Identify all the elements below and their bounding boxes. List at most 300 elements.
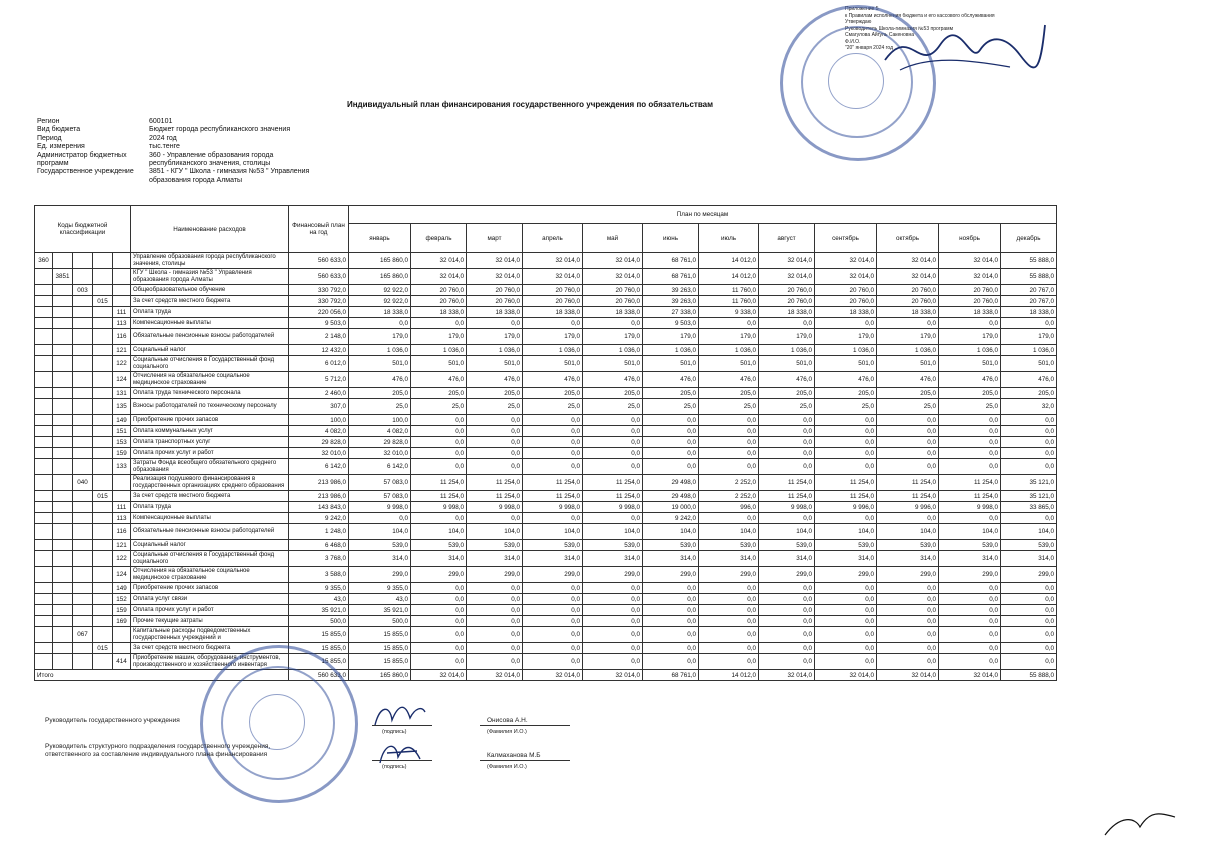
month-value-cell: 20 760,0	[467, 285, 523, 296]
month-value-cell: 0,0	[1001, 594, 1057, 605]
month-value-cell: 179,0	[467, 329, 523, 345]
month-value-cell: 0,0	[1001, 318, 1057, 329]
annual-total-cell: 1 248,0	[289, 524, 349, 540]
month-value-cell: 501,0	[349, 356, 411, 372]
month-value-cell: 996,0	[699, 502, 759, 513]
month-value-cell: 25,0	[699, 399, 759, 415]
month-value-cell: 314,0	[643, 551, 699, 567]
totals-month-cell: 68 761,0	[643, 670, 699, 681]
header-month: февраль	[411, 224, 467, 253]
month-value-cell: 2 252,0	[699, 475, 759, 491]
code-cell	[73, 356, 93, 372]
expense-name-cell: За счет средств местного бюджета	[131, 296, 289, 307]
month-value-cell: 0,0	[815, 616, 877, 627]
month-value-cell: 0,0	[583, 643, 643, 654]
code-cell	[73, 269, 93, 285]
resp-name-line	[480, 760, 570, 761]
month-value-cell: 9 998,0	[523, 502, 583, 513]
info-row	[37, 135, 329, 143]
month-value-cell: 11 254,0	[939, 475, 1001, 491]
table-row	[35, 513, 1057, 524]
official-stamp-bottom	[200, 645, 358, 803]
code-cell	[93, 654, 113, 670]
month-value-cell: 0,0	[759, 448, 815, 459]
month-value-cell: 314,0	[349, 551, 411, 567]
code-cell	[73, 318, 93, 329]
month-value-cell: 25,0	[643, 399, 699, 415]
month-value-cell: 0,0	[1001, 643, 1057, 654]
annual-total-cell: 3 588,0	[289, 567, 349, 583]
annual-total-cell: 560 633,0	[289, 269, 349, 285]
month-value-cell: 314,0	[759, 551, 815, 567]
info-block	[37, 118, 329, 185]
code-cell	[35, 627, 53, 643]
month-value-cell: 0,0	[643, 459, 699, 475]
totals-month-cell: 32 014,0	[583, 670, 643, 681]
totals-month-cell: 55 888,0	[1001, 670, 1057, 681]
month-value-cell: 18 338,0	[411, 307, 467, 318]
month-value-cell: 104,0	[1001, 524, 1057, 540]
month-value-cell: 20 760,0	[877, 296, 939, 307]
table-row	[35, 567, 1057, 583]
code-cell	[35, 426, 53, 437]
month-value-cell: 18 338,0	[939, 307, 1001, 318]
month-value-cell: 0,0	[759, 616, 815, 627]
totals-month-cell: 32 014,0	[939, 670, 1001, 681]
month-value-cell: 0,0	[877, 594, 939, 605]
code-cell	[35, 345, 53, 356]
code-cell	[35, 388, 53, 399]
month-value-cell: 539,0	[523, 540, 583, 551]
month-value-cell: 11 254,0	[467, 491, 523, 502]
info-value: 2024 год	[149, 134, 177, 142]
month-value-cell: 32 014,0	[583, 269, 643, 285]
month-value-cell: 0,0	[349, 318, 411, 329]
table-row	[35, 307, 1057, 318]
month-value-cell: 205,0	[877, 388, 939, 399]
month-value-cell: 0,0	[939, 459, 1001, 475]
month-value-cell: 0,0	[583, 448, 643, 459]
month-value-cell: 9 998,0	[349, 502, 411, 513]
month-value-cell: 104,0	[643, 524, 699, 540]
month-value-cell: 0,0	[877, 448, 939, 459]
month-value-cell: 0,0	[523, 415, 583, 426]
table-row	[35, 594, 1057, 605]
table-row	[35, 643, 1057, 654]
code-cell	[53, 475, 73, 491]
month-value-cell: 55 888,0	[1001, 269, 1057, 285]
table-row	[35, 269, 1057, 285]
code-cell	[93, 345, 113, 356]
table-row	[35, 524, 1057, 540]
month-value-cell: 501,0	[877, 356, 939, 372]
month-value-cell: 32 014,0	[467, 253, 523, 269]
month-value-cell: 314,0	[467, 551, 523, 567]
month-value-cell: 0,0	[877, 437, 939, 448]
corner-signature	[1100, 805, 1180, 840]
info-value: тыс.тенге	[149, 143, 180, 151]
code-cell	[73, 616, 93, 627]
info-value: 360 - Управление образования города республиканского значения, столицы	[149, 151, 274, 168]
month-value-cell: 20 760,0	[411, 296, 467, 307]
header-months-group: План по месяцам	[349, 206, 1057, 224]
month-value-cell: 0,0	[1001, 513, 1057, 524]
month-value-cell: 539,0	[759, 540, 815, 551]
month-value-cell: 0,0	[877, 616, 939, 627]
month-value-cell: 27 338,0	[643, 307, 699, 318]
code-cell	[73, 437, 93, 448]
annual-total-cell: 213 986,0	[289, 491, 349, 502]
month-value-cell: 0,0	[1001, 627, 1057, 643]
month-value-cell: 539,0	[583, 540, 643, 551]
code-cell	[73, 551, 93, 567]
month-value-cell: 0,0	[877, 583, 939, 594]
month-value-cell: 32 014,0	[759, 269, 815, 285]
code-cell	[93, 318, 113, 329]
month-value-cell: 0,0	[939, 643, 1001, 654]
month-value-cell: 501,0	[583, 356, 643, 372]
code-cell: 111	[113, 502, 131, 513]
code-cell	[53, 551, 73, 567]
expense-name-cell: Оплата труда	[131, 307, 289, 318]
month-value-cell: 0,0	[583, 616, 643, 627]
code-cell: 3851	[53, 269, 73, 285]
expense-name-cell: Оплата прочих услуг и работ	[131, 605, 289, 616]
month-value-cell: 57 083,0	[349, 475, 411, 491]
month-value-cell: 314,0	[583, 551, 643, 567]
month-value-cell: 104,0	[815, 524, 877, 540]
table-row	[35, 318, 1057, 329]
code-cell: 040	[73, 475, 93, 491]
month-value-cell: 0,0	[583, 459, 643, 475]
approval-line: Смагулова Айгуль Сакеновна	[845, 32, 915, 38]
month-value-cell: 0,0	[583, 318, 643, 329]
expense-name-cell: Отчисления на обязательное социальное медицинское страхование	[131, 372, 289, 388]
code-cell	[53, 296, 73, 307]
month-value-cell: 0,0	[699, 654, 759, 670]
code-cell	[53, 540, 73, 551]
month-value-cell: 0,0	[877, 459, 939, 475]
code-cell	[53, 329, 73, 345]
code-cell	[93, 329, 113, 345]
month-value-cell: 11 254,0	[759, 491, 815, 502]
month-value-cell: 0,0	[815, 643, 877, 654]
month-value-cell: 0,0	[877, 513, 939, 524]
info-row	[37, 152, 329, 169]
month-value-cell: 0,0	[523, 318, 583, 329]
month-value-cell: 20 760,0	[583, 285, 643, 296]
month-value-cell: 9 998,0	[939, 502, 1001, 513]
totals-label-cell: Итого	[35, 670, 289, 681]
code-cell: 159	[113, 448, 131, 459]
annual-total-cell: 15 855,0	[289, 643, 349, 654]
month-value-cell: 0,0	[815, 654, 877, 670]
month-value-cell: 25,0	[583, 399, 643, 415]
month-value-cell: 0,0	[643, 448, 699, 459]
month-value-cell: 501,0	[643, 356, 699, 372]
month-value-cell: 205,0	[759, 388, 815, 399]
month-value-cell: 205,0	[939, 388, 1001, 399]
head-signature	[370, 700, 430, 730]
code-cell	[53, 627, 73, 643]
month-value-cell: 0,0	[877, 415, 939, 426]
month-value-cell: 104,0	[411, 524, 467, 540]
code-cell: 113	[113, 513, 131, 524]
code-cell	[53, 524, 73, 540]
code-cell	[73, 583, 93, 594]
code-cell: 015	[93, 296, 113, 307]
month-value-cell: 314,0	[699, 551, 759, 567]
code-cell	[93, 459, 113, 475]
month-value-cell: 1 036,0	[411, 345, 467, 356]
code-cell	[35, 616, 53, 627]
month-value-cell: 0,0	[411, 583, 467, 594]
month-value-cell: 25,0	[467, 399, 523, 415]
month-value-cell: 0,0	[939, 594, 1001, 605]
code-cell	[53, 594, 73, 605]
code-cell	[53, 253, 73, 269]
month-value-cell: 9 503,0	[643, 318, 699, 329]
code-cell	[35, 605, 53, 616]
table-row	[35, 459, 1057, 475]
month-value-cell: 0,0	[1001, 426, 1057, 437]
month-value-cell: 500,0	[349, 616, 411, 627]
month-value-cell: 0,0	[467, 437, 523, 448]
annual-total-cell: 9 355,0	[289, 583, 349, 594]
month-value-cell: 33 865,0	[1001, 502, 1057, 513]
month-value-cell: 0,0	[411, 448, 467, 459]
month-value-cell: 539,0	[467, 540, 523, 551]
expense-name-cell: Оплата транспортных услуг	[131, 437, 289, 448]
month-value-cell: 501,0	[411, 356, 467, 372]
month-value-cell: 11 254,0	[939, 491, 1001, 502]
month-value-cell: 476,0	[699, 372, 759, 388]
month-value-cell: 1 036,0	[467, 345, 523, 356]
header-annual: Финансовый план на год	[289, 206, 349, 253]
month-value-cell: 299,0	[467, 567, 523, 583]
month-value-cell: 539,0	[643, 540, 699, 551]
month-value-cell: 0,0	[759, 459, 815, 475]
month-value-cell: 0,0	[939, 583, 1001, 594]
month-value-cell: 476,0	[583, 372, 643, 388]
table-row	[35, 551, 1057, 567]
header-month: март	[467, 224, 523, 253]
month-value-cell: 179,0	[1001, 329, 1057, 345]
month-value-cell: 0,0	[643, 594, 699, 605]
code-cell	[73, 415, 93, 426]
month-value-cell: 32 014,0	[877, 253, 939, 269]
month-value-cell: 476,0	[467, 372, 523, 388]
table-row	[35, 502, 1057, 513]
info-value: 3851 - КГУ " Школа - гимназия №53 " Управления образования города Алматы	[149, 168, 310, 184]
expense-name-cell: Оплата труда	[131, 502, 289, 513]
month-value-cell: 539,0	[877, 540, 939, 551]
month-value-cell: 104,0	[467, 524, 523, 540]
month-value-cell: 539,0	[815, 540, 877, 551]
month-value-cell: 476,0	[759, 372, 815, 388]
month-value-cell: 0,0	[877, 426, 939, 437]
month-value-cell: 0,0	[759, 627, 815, 643]
month-value-cell: 0,0	[523, 583, 583, 594]
table-row	[35, 654, 1057, 670]
month-value-cell: 179,0	[759, 329, 815, 345]
month-value-cell: 0,0	[583, 594, 643, 605]
code-cell	[93, 285, 113, 296]
month-value-cell: 29 828,0	[349, 437, 411, 448]
totals-month-cell: 32 014,0	[523, 670, 583, 681]
month-value-cell: 35 121,0	[1001, 475, 1057, 491]
month-value-cell: 20 760,0	[467, 296, 523, 307]
table-row	[35, 448, 1057, 459]
month-value-cell: 179,0	[699, 329, 759, 345]
month-value-cell: 0,0	[467, 459, 523, 475]
code-cell	[113, 491, 131, 502]
month-value-cell: 11 254,0	[759, 475, 815, 491]
month-value-cell: 0,0	[643, 605, 699, 616]
month-value-cell: 501,0	[523, 356, 583, 372]
month-value-cell: 0,0	[467, 594, 523, 605]
month-value-cell: 57 083,0	[349, 491, 411, 502]
code-cell	[73, 388, 93, 399]
month-value-cell: 179,0	[349, 329, 411, 345]
annual-total-cell: 6 468,0	[289, 540, 349, 551]
code-cell	[73, 502, 93, 513]
month-value-cell: 18 338,0	[467, 307, 523, 318]
table-row	[35, 356, 1057, 372]
month-value-cell: 0,0	[1001, 459, 1057, 475]
expense-name-cell: Компенсационные выплаты	[131, 318, 289, 329]
month-value-cell: 0,0	[411, 426, 467, 437]
month-value-cell: 0,0	[583, 415, 643, 426]
month-value-cell: 25,0	[759, 399, 815, 415]
month-value-cell: 0,0	[467, 426, 523, 437]
table-row	[35, 491, 1057, 502]
month-value-cell: 0,0	[759, 415, 815, 426]
code-cell	[93, 448, 113, 459]
info-row	[37, 126, 329, 134]
month-value-cell: 0,0	[643, 437, 699, 448]
month-value-cell: 0,0	[411, 643, 467, 654]
month-value-cell: 0,0	[467, 654, 523, 670]
month-value-cell: 0,0	[939, 426, 1001, 437]
month-value-cell: 14 012,0	[699, 269, 759, 285]
expense-name-cell: За счет средств местного бюджета	[131, 643, 289, 654]
month-value-cell: 476,0	[523, 372, 583, 388]
month-value-cell: 18 338,0	[877, 307, 939, 318]
approval-line: Ф.И.О.	[845, 38, 861, 45]
head-label: Руководитель государственного учреждения	[45, 717, 180, 724]
month-value-cell: 2 252,0	[699, 491, 759, 502]
code-cell: 124	[113, 567, 131, 583]
month-value-cell: 0,0	[523, 654, 583, 670]
resp-name-caption: (Фамилия И.О.)	[487, 764, 527, 770]
month-value-cell: 0,0	[1001, 616, 1057, 627]
month-value-cell: 0,0	[1001, 415, 1057, 426]
month-value-cell: 20 760,0	[815, 285, 877, 296]
annual-total-cell: 9 503,0	[289, 318, 349, 329]
table-row	[35, 605, 1057, 616]
month-value-cell: 1 036,0	[1001, 345, 1057, 356]
expense-name-cell: Затраты Фонда всеобщего обязательного среднего образования	[131, 459, 289, 475]
month-value-cell: 539,0	[699, 540, 759, 551]
month-value-cell: 0,0	[699, 437, 759, 448]
month-value-cell: 0,0	[523, 459, 583, 475]
month-value-cell: 0,0	[583, 513, 643, 524]
financing-plan-table	[34, 205, 1057, 681]
code-cell: 133	[113, 459, 131, 475]
code-cell	[93, 627, 113, 643]
table-row	[35, 475, 1057, 491]
month-value-cell: 104,0	[349, 524, 411, 540]
month-value-cell: 32 014,0	[523, 269, 583, 285]
month-value-cell: 0,0	[411, 437, 467, 448]
month-value-cell: 9 998,0	[759, 502, 815, 513]
expense-name-cell: Прочие текущие затраты	[131, 616, 289, 627]
month-value-cell: 539,0	[1001, 540, 1057, 551]
code-cell	[35, 307, 53, 318]
month-value-cell: 20 760,0	[523, 296, 583, 307]
month-value-cell: 32 014,0	[939, 269, 1001, 285]
month-value-cell: 35 921,0	[349, 605, 411, 616]
month-value-cell: 0,0	[411, 654, 467, 670]
month-value-cell: 299,0	[759, 567, 815, 583]
code-cell	[73, 372, 93, 388]
code-cell	[93, 616, 113, 627]
month-value-cell: 501,0	[939, 356, 1001, 372]
month-value-cell: 15 855,0	[349, 654, 411, 670]
code-cell	[35, 356, 53, 372]
code-cell	[73, 524, 93, 540]
code-cell	[73, 307, 93, 318]
month-value-cell: 55 888,0	[1001, 253, 1057, 269]
month-value-cell: 0,0	[349, 513, 411, 524]
month-value-cell: 0,0	[583, 605, 643, 616]
header-month: ноябрь	[939, 224, 1001, 253]
code-cell	[93, 594, 113, 605]
code-cell	[35, 296, 53, 307]
table-row	[35, 627, 1057, 643]
annual-total-cell: 6 012,0	[289, 356, 349, 372]
month-value-cell: 0,0	[877, 643, 939, 654]
month-value-cell: 0,0	[759, 643, 815, 654]
month-value-cell: 32,0	[1001, 399, 1057, 415]
month-value-cell: 0,0	[467, 513, 523, 524]
code-cell	[53, 307, 73, 318]
month-value-cell: 100,0	[349, 415, 411, 426]
code-cell	[93, 567, 113, 583]
month-value-cell: 501,0	[815, 356, 877, 372]
month-value-cell: 299,0	[411, 567, 467, 583]
code-cell	[73, 567, 93, 583]
month-value-cell: 314,0	[411, 551, 467, 567]
month-value-cell: 0,0	[699, 594, 759, 605]
month-value-cell: 0,0	[815, 627, 877, 643]
table-row	[35, 372, 1057, 388]
month-value-cell: 0,0	[815, 594, 877, 605]
month-value-cell: 1 036,0	[583, 345, 643, 356]
header-month: апрель	[523, 224, 583, 253]
expense-name-cell: Отчисления на обязательное социальное медицинское страхование	[131, 567, 289, 583]
month-value-cell: 0,0	[583, 654, 643, 670]
code-cell	[53, 567, 73, 583]
annual-total-cell: 3 768,0	[289, 551, 349, 567]
table-row	[35, 345, 1057, 356]
code-cell: 122	[113, 551, 131, 567]
month-value-cell: 32 014,0	[583, 253, 643, 269]
info-key: Ед. измерения	[37, 143, 85, 151]
code-cell	[35, 459, 53, 475]
month-value-cell: 11 254,0	[467, 475, 523, 491]
